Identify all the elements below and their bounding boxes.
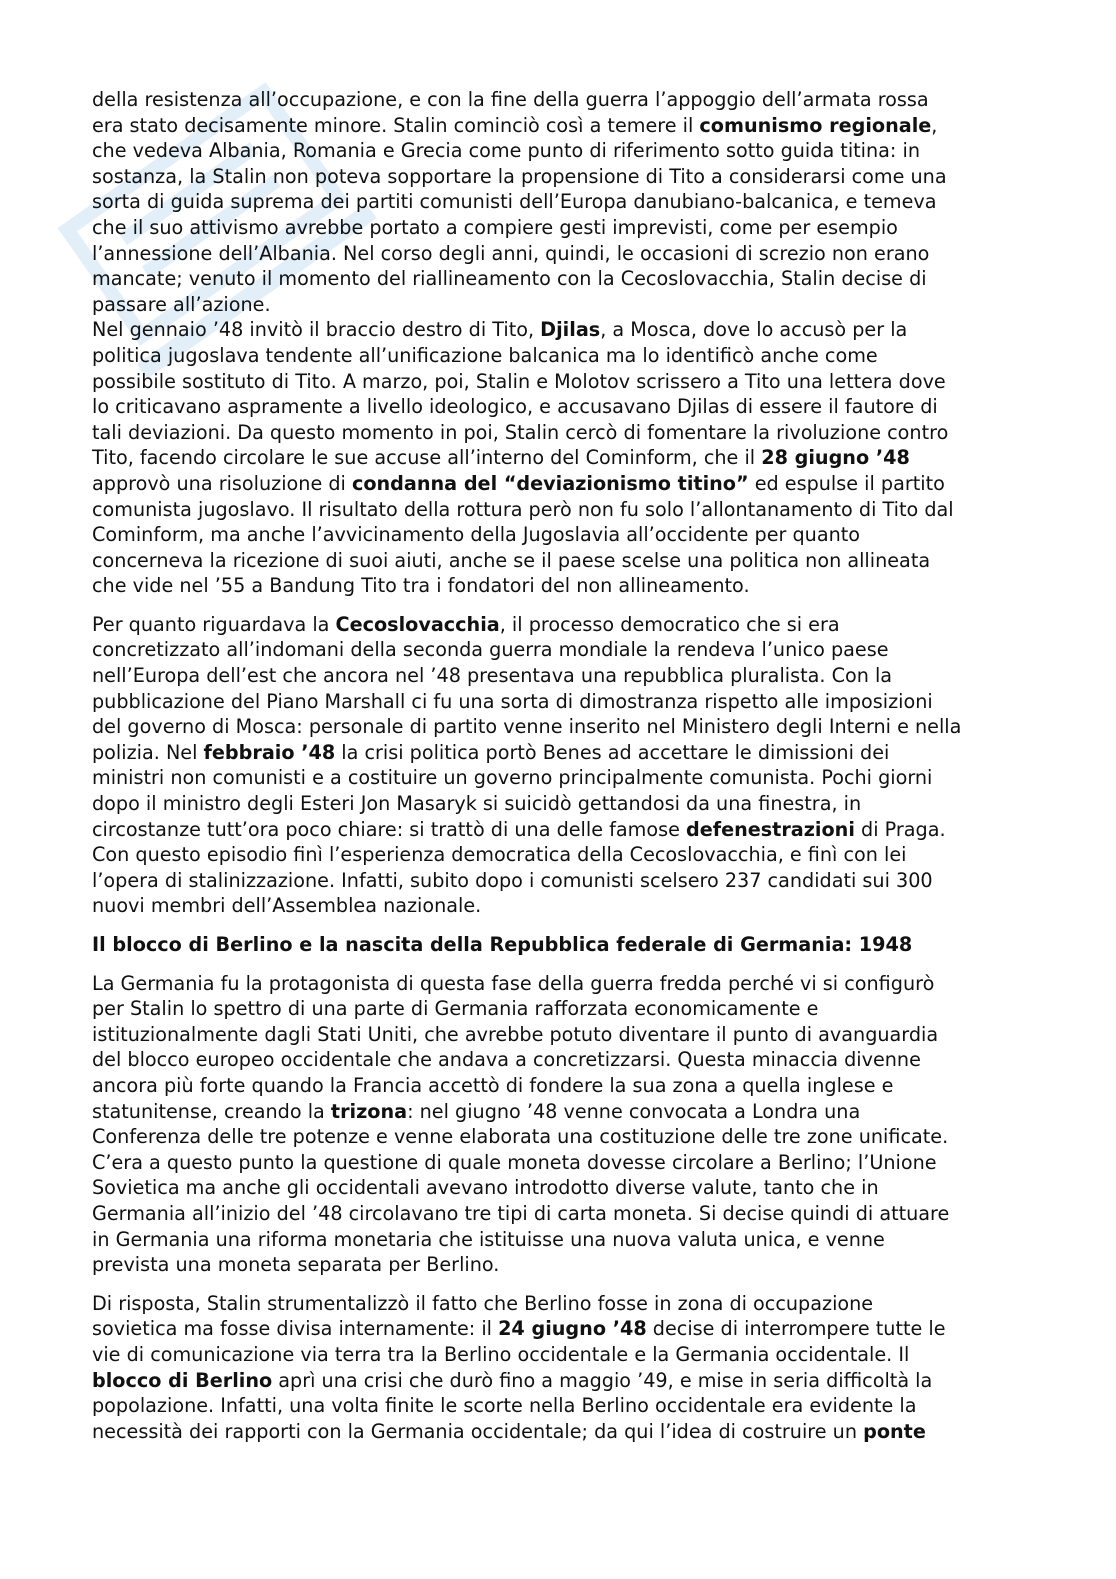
text-line: statunitense, creando la trizona: nel giugno ’48 venne convocata a Londra una (92, 1099, 861, 1123)
text-line: Germania all’inizio del ’48 circolavano tre tipi di carta moneta. Si decise quindi di attuare (92, 1201, 950, 1225)
text-line: che il suo attivismo avrebbe portato a compiere gesti imprevisti, come per esempio (92, 215, 898, 239)
text-line: che vide nel ’55 a Bandung Tito tra i fondatori del non allineamento. (92, 574, 750, 598)
text-line: era stato decisamente minore. Stalin cominciò così a temere il comunismo regionale, (92, 113, 938, 137)
section-heading (92, 932, 1032, 958)
text-line: La Germania fu la protagonista di questa fase della guerra fredda perché vi si configurò (92, 971, 935, 995)
text-line: della resistenza all’occupazione, e con la fine della guerra l’appoggio dell’armata rossa (92, 88, 929, 111)
bold-text: Il blocco di Berlino e la nascita della Repubblica federale di Germania: 1948 (92, 933, 913, 956)
text-line: circostanze tutt’ora poco chiare: si trattò di una delle famose defenestrazioni di Praga. (92, 817, 946, 841)
text-line: ancora più forte quando la Francia accettò di fondere la sua zona a quella inglese e (92, 1073, 894, 1097)
text-line: istituzionalmente dagli Stati Uniti, che avrebbe potuto diventare il punto di avanguardia (92, 1022, 939, 1046)
text-line: del governo di Mosca: personale di partito venne inserito nel Ministero degli Interni e nella (92, 715, 962, 739)
paragraph (92, 612, 1032, 919)
text-line: nuovi membri dell’Assemblea nazionale. (92, 894, 482, 918)
bold-text: trizona (330, 1099, 408, 1123)
text-line: che vedeva Albania, Romania e Grecia come punto di riferimento sotto guida titina: in (92, 139, 920, 163)
bold-text: blocco di Berlino (92, 1368, 273, 1392)
text-line: concretizzato all’indomani della seconda guerra mondiale la rendeva l’unico paese (92, 638, 889, 662)
text-line: l’opera di stalinizzazione. Infatti, subito dopo i comunisti scelsero 237 candidati sui 300 (92, 868, 933, 892)
text-line: necessità dei rapporti con la Germania occidentale; da qui l’idea di costruire un ponte (92, 1419, 926, 1443)
text-line: nell’Europa dell’est che ancora nel ’48 presentava una repubblica pluralista. Con la (92, 664, 893, 688)
text-line: sovietica ma fosse divisa internamente: il 24 giugno ’48 decise di interrompere tutte le (92, 1317, 946, 1341)
bold-text: Djilas (540, 318, 601, 342)
text-line: del blocco europeo occidentale che andava a concretizzarsi. Questa minaccia divenne (92, 1048, 921, 1072)
bold-text: febbraio ’48 (203, 740, 336, 764)
text-line: politica jugoslava tendente all’unificazione balcanica ma lo identificò anche come (92, 343, 878, 367)
text-line: Tito, facendo circolare le sue accuse all’interno del Cominform, che il 28 giugno ’48 (92, 446, 910, 470)
paragraph (92, 971, 1032, 1278)
text-line: vie di comunicazione via terra tra la Berlino occidentale e la Germania occidentale. Il (92, 1342, 910, 1366)
text-line: blocco di Berlino aprì una crisi che durò fino a maggio ’49, e mise in seria difficoltà la (92, 1368, 933, 1392)
text-line: Di risposta, Stalin strumentalizzò il fatto che Berlino fosse in zona di occupazione (92, 1291, 874, 1315)
bold-text: ponte (863, 1419, 926, 1443)
paragraph (92, 87, 1032, 599)
text-line: concerneva la ricezione di suoi aiuti, anche se il paese scelse una politica non allineata (92, 548, 931, 572)
paragraph-gap (92, 599, 1032, 612)
text-line: Sovietica ma anche gli occidentali avevano introdotto diverse valute, tanto che in (92, 1176, 879, 1200)
bold-text: condanna del “deviazionismo titino” (351, 471, 749, 495)
paragraph (92, 1291, 1032, 1445)
text-line: pubblicazione del Piano Marshall ci fu una sorta di dimostranza rispetto alle imposizioni (92, 689, 933, 713)
document-page (92, 87, 1032, 1444)
text-line: Nel gennaio ’48 invitò il braccio destro di Tito, Djilas, a Mosca, dove lo accusò per la (92, 318, 908, 342)
text-line: l’annessione dell’Albania. Nel corso degli anni, quindi, le occasioni di screzio non erano (92, 241, 930, 265)
text-line: lo criticavano aspramente a livello ideologico, e accusavano Djilas di essere il fautore di (92, 395, 938, 419)
text-line: Con questo episodio finì l’esperienza democratica della Cecoslovacchia, e finì con lei (92, 843, 907, 867)
text-line: comunista jugoslavo. Il risultato della rottura però non fu solo l’allontanamento di Tito dal (92, 497, 954, 521)
text-line: ministri non comunisti e a costituire un governo principalmente comunista. Pochi giorni (92, 766, 933, 790)
text-line: C’era a questo punto la questione di quale moneta dovesse circolare a Berlino; l’Unione (92, 1150, 937, 1174)
text-line: per Stalin lo spettro di una parte di Germania rafforzata economicamente e (92, 997, 819, 1021)
text-line: in Germania una riforma monetaria che istituisse una nuova valuta unica, e venne (92, 1227, 885, 1251)
text-line: popolazione. Infatti, una volta finite le scorte nella Berlino occidentale era evidente la (92, 1394, 917, 1418)
text-line: polizia. Nel febbraio ’48 la crisi politica portò Benes ad accettare le dimissioni dei (92, 740, 890, 764)
text-line: approvò una risoluzione di condanna del “deviazionismo titino” ed espulse il partito (92, 471, 945, 495)
text-line: tali deviazioni. Da questo momento in poi, Stalin cercò di fomentare la rivoluzione contro (92, 420, 949, 444)
bold-text: comunismo regionale (699, 113, 932, 137)
text-line: sorta di guida suprema dei partiti comunisti dell’Europa danubiano-balcanica, e temeva (92, 190, 937, 214)
text-line (92, 932, 1032, 958)
paragraph-gap (92, 919, 1032, 932)
bold-text: 24 giugno ’48 (498, 1317, 647, 1341)
text-line: sostanza, la Stalin non poteva sopportare la propensione di Tito a considerarsi come una (92, 164, 947, 188)
paragraph-gap (92, 1278, 1032, 1291)
text-line: mancate; venuto il momento del riallineamento con la Cecoslovacchia, Stalin decise di (92, 267, 927, 291)
text-line: prevista una moneta separata per Berlino. (92, 1253, 500, 1277)
bold-text: 28 giugno ’48 (761, 446, 910, 470)
text-line: Conferenza delle tre potenze e venne elaborata una costituzione delle tre zone unificate. (92, 1125, 949, 1149)
text-line: passare all’azione. (92, 292, 271, 316)
text-line: dopo il ministro degli Esteri Jon Masaryk si suicidò gettandosi da una finestra, in (92, 792, 862, 816)
text-line: possibile sostituto di Tito. A marzo, poi, Stalin e Molotov scrissero a Tito una lettera dove (92, 369, 946, 393)
bold-text: defenestrazioni (685, 817, 855, 841)
text-line: Cominform, ma anche l’avvicinamento della Jugoslavia all’occidente per quanto (92, 523, 861, 547)
paragraph-gap (92, 958, 1032, 971)
bold-text: Cecoslovacchia (335, 612, 500, 636)
text-line: Per quanto riguardava la Cecoslovacchia, il processo democratico che si era (92, 612, 840, 636)
